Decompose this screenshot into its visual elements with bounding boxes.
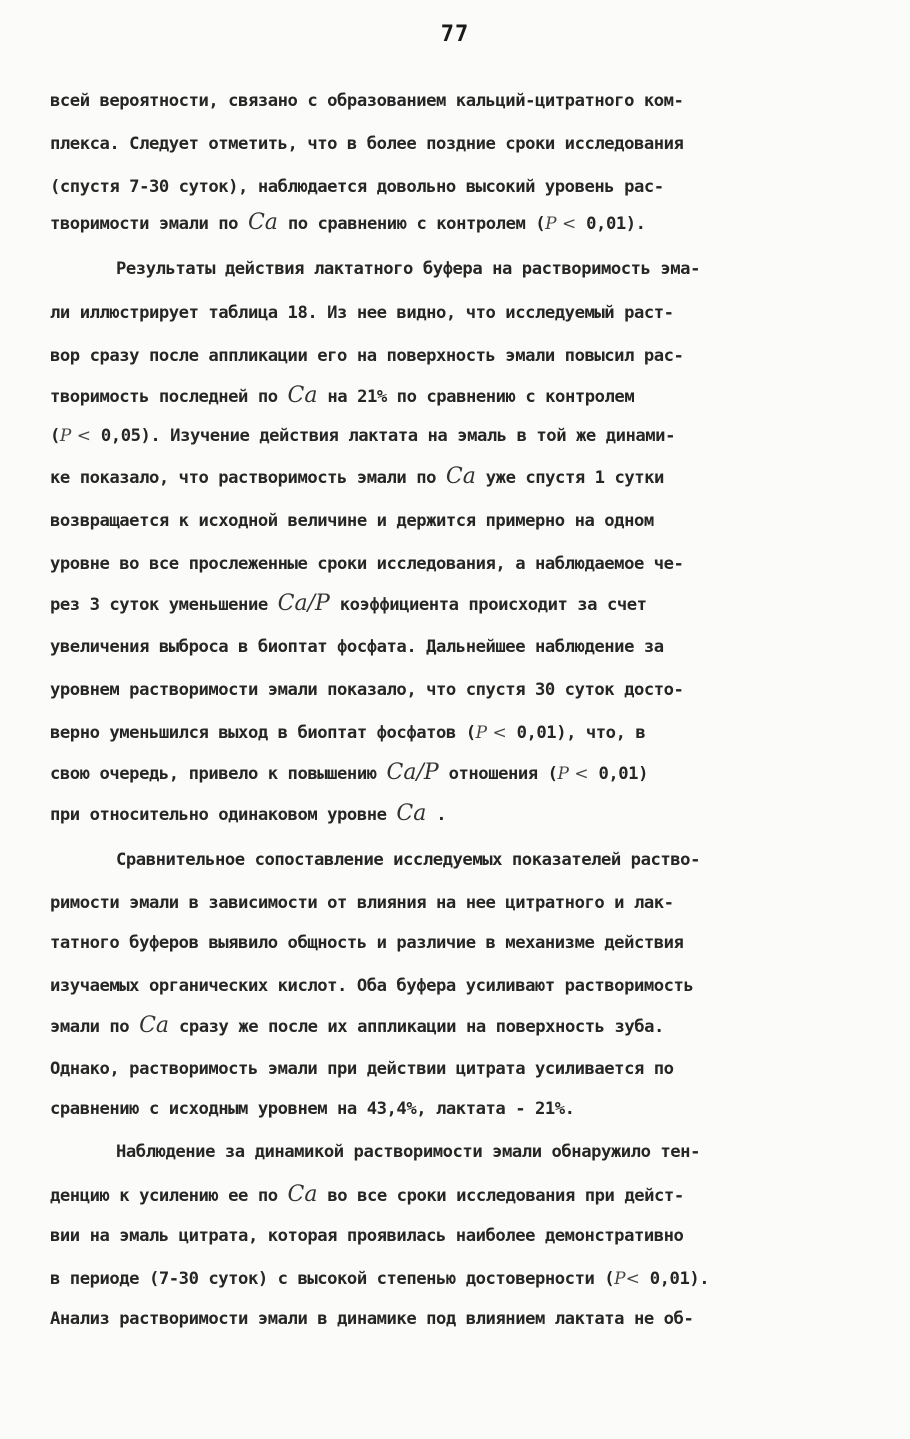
text-line [50, 1225, 683, 1247]
text-segment: изучаемых органических кислот. Оба буфера усиливают растворимость [50, 976, 694, 996]
text-segment: увеличения выброса в биоптат фосфата. Дальнейшее наблюдение за [50, 637, 664, 657]
text-segment: . [426, 805, 447, 825]
handwritten-symbol: Ca [287, 1182, 318, 1207]
text-line [50, 892, 674, 914]
text-segment: рез 3 суток уменьшение [50, 595, 278, 615]
handwritten-symbol: Ca/P [277, 591, 330, 616]
text-segment: денцию к усилению ее по [50, 1186, 288, 1206]
text-segment: по сравнению с контролем ( [277, 214, 546, 234]
handwritten-symbol: P < [59, 426, 91, 446]
text-line [50, 553, 683, 575]
text-segment: татного буферов выявило общность и различие в механизме действия [50, 933, 684, 953]
text-segment: вор сразу после аппликации его на поверхность эмали повысил рас- [50, 346, 684, 366]
text-line [50, 762, 648, 785]
text-line [50, 302, 674, 324]
text-line [50, 176, 664, 198]
text-segment: на 21% по сравнению с контролем [317, 387, 635, 407]
text-line [50, 1308, 693, 1330]
text-segment: творимости эмали по [50, 214, 248, 234]
text-line [50, 212, 646, 235]
text-segment: Однако, растворимость эмали при действии цитрата усиливается по [50, 1059, 674, 1079]
handwritten-symbol: Ca [287, 383, 318, 408]
text-segment: коэффициента происходит за счет [329, 595, 647, 615]
text-segment: уровне во все прослеженные сроки исследования, а наблюдаемое че- [50, 554, 684, 574]
text-line [50, 975, 693, 997]
text-segment: сразу же после их аппликации на поверхность зуба. [169, 1017, 664, 1037]
text-segment: верно уменьшился выход в биоптат фосфатов ( [50, 723, 476, 743]
text-segment: свою очередь, привело к повышению [50, 764, 387, 784]
handwritten-symbol: P < [545, 214, 577, 234]
handwritten-symbol: Ca [396, 801, 427, 826]
text-line [50, 466, 664, 489]
text-line [116, 1141, 700, 1163]
text-line [50, 510, 654, 532]
page-number: 77 [440, 22, 470, 47]
text-line [50, 1184, 684, 1207]
text-line [50, 932, 683, 954]
text-line [50, 1058, 674, 1080]
text-segment: во все сроки исследования при дейст- [317, 1186, 684, 1206]
text-segment: 0,05). Изучение действия лактата на эмаль в той же динами- [91, 426, 675, 446]
text-line [116, 849, 700, 871]
text-line [50, 1268, 709, 1290]
text-line [50, 803, 446, 826]
text-line [50, 133, 683, 155]
text-line [50, 385, 634, 408]
text-line [116, 258, 700, 280]
text-segment: уровнем растворимости эмали показало, что спустя 30 суток досто- [50, 680, 684, 700]
text-segment: 0,01). [639, 1269, 710, 1289]
text-line [50, 425, 675, 447]
text-segment: 0,01). [576, 214, 646, 234]
handwritten-symbol: Ca [139, 1013, 170, 1038]
text-segment: сравнению с исходным уровнем на 43,4%, лактата - 21%. [50, 1099, 575, 1119]
text-line [50, 636, 664, 658]
text-segment: творимость последней по [50, 387, 288, 407]
text-line [50, 90, 683, 112]
handwritten-symbol: Ca/P [386, 760, 439, 785]
text-line [50, 722, 645, 744]
handwritten-symbol: Ca [445, 464, 476, 489]
text-segment: отношения ( [438, 764, 558, 784]
text-segment: Сравнительное сопоставление исследуемых показателей раство- [116, 850, 700, 870]
text-segment: Анализ растворимости эмали в динамике под влиянием лактата не об- [50, 1309, 694, 1329]
handwritten-symbol: P < [557, 764, 589, 784]
text-line [50, 1015, 664, 1038]
text-segment: уже спустя 1 сутки [475, 468, 664, 488]
text-segment: всей вероятности, связано с образованием кальций-цитратного ком- [50, 91, 684, 111]
text-segment: римости эмали в зависимости от влияния на нее цитратного и лак- [50, 893, 674, 913]
text-line [50, 679, 683, 701]
text-segment: в периоде (7-30 суток) с высокой степенью достоверности ( [50, 1269, 615, 1289]
text-segment: эмали по [50, 1017, 140, 1037]
text-line [50, 345, 683, 367]
text-line [50, 1098, 575, 1120]
text-segment: при относительно одинаковом уровне [50, 805, 397, 825]
handwritten-symbol: Ca [247, 210, 278, 235]
text-segment: 0,01), что, в [506, 723, 646, 743]
text-segment: вии на эмаль цитрата, которая проявилась наиболее демонстративно [50, 1226, 684, 1246]
text-segment: Наблюдение за динамикой растворимости эмали обнаружило тен- [116, 1142, 700, 1162]
text-segment: плекса. Следует отметить, что в более поздние сроки исследования [50, 134, 684, 154]
text-segment: ке показало, что растворимость эмали по [50, 468, 446, 488]
text-segment: ли иллюстрирует таблица 18. Из нее видно, что исследуемый раст- [50, 303, 674, 323]
text-line [50, 593, 647, 616]
handwritten-symbol: P< [614, 1269, 640, 1289]
text-segment: Результаты действия лактатного буфера на растворимость эма- [116, 259, 700, 279]
text-segment: возвращается к исходной величине и держится примерно на одном [50, 511, 654, 531]
text-segment: (спустя 7-30 суток), наблюдается довольно высокий уровень рас- [50, 177, 664, 197]
text-segment: 0,01) [588, 764, 648, 784]
text-segment: ( [50, 426, 60, 446]
handwritten-symbol: P < [475, 723, 507, 743]
